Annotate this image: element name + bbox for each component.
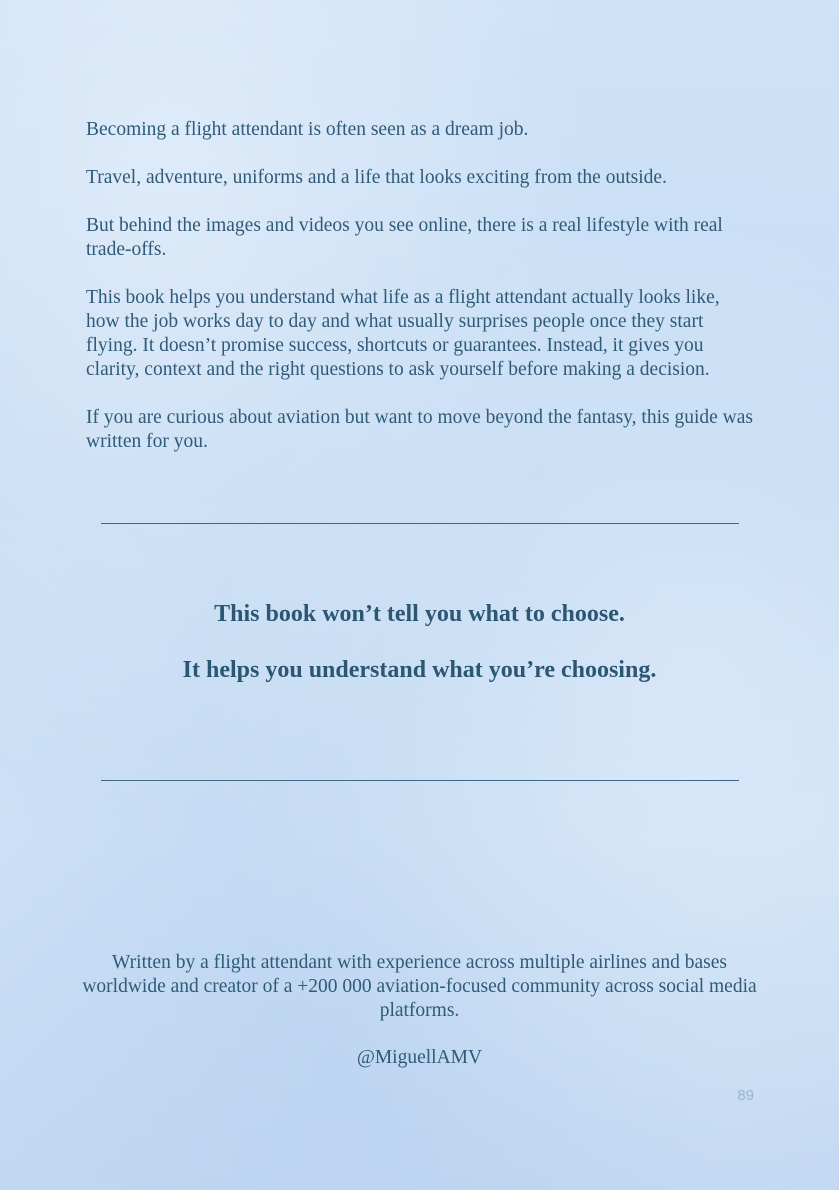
tagline-line-2: It helps you understand what you’re choosing. — [182, 657, 657, 683]
intro-paragraph-2: Travel, adventure, uniforms and a life that looks exciting from the outside. — [86, 167, 667, 188]
intro-text-block — [86, 118, 756, 478]
intro-paragraph-1: Becoming a flight attendant is often seen as a dream job. — [86, 119, 529, 140]
tagline-line-1: This book won’t tell you what to choose. — [214, 601, 625, 627]
intro-paragraph-5: If you are curious about aviation but want to move beyond the fantasy, this guide was written for you. — [86, 407, 753, 452]
intro-paragraph-4: This book helps you understand what life as a flight attendant actually looks like, how the job works day to day and what usually surprises people once they start flying. It doesn’t promise success, shortcuts or guarantees. Instead, it gives you clarity, context and the right questions to ask yourself before making a decision. — [86, 287, 720, 380]
divider-top — [101, 523, 739, 524]
divider-bottom — [101, 780, 739, 781]
intro-paragraph-3: But behind the images and videos you see online, there is a real lifestyle with real trade-offs. — [86, 215, 723, 260]
author-handle: @MiguellAMV — [356, 1047, 483, 1068]
author-bio: Written by a flight attendant with experience across multiple airlines and bases worldwide and creator of a +200 000 aviation-focused community across social media platforms. — [82, 952, 757, 1021]
page-number: 89 — [737, 1087, 754, 1104]
